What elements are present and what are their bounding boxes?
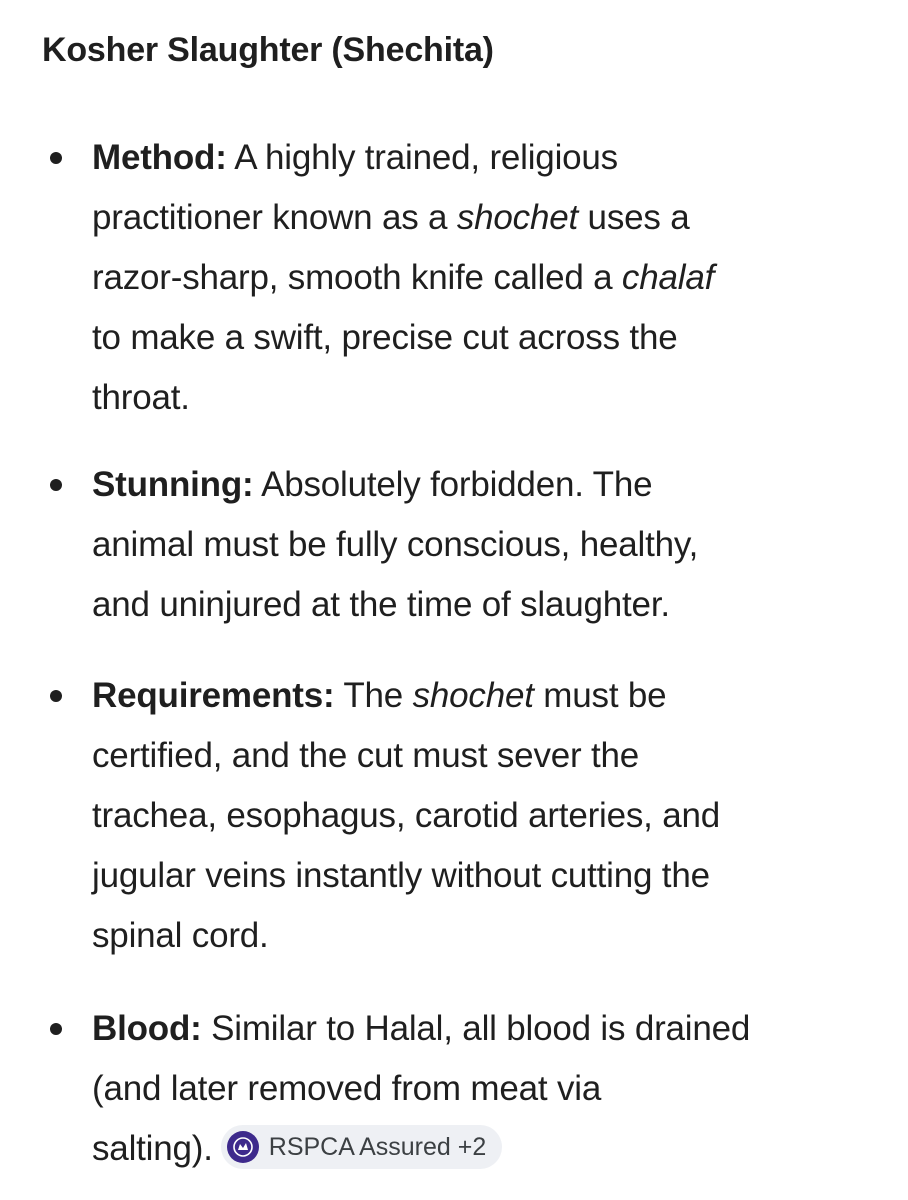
text-line: jugular veins instantly without cutting the bbox=[92, 856, 710, 895]
text-line: and uninjured at the time of slaughter. bbox=[92, 585, 670, 624]
text-line: throat. bbox=[92, 378, 190, 417]
text-line: Stunning: Absolutely forbidden. The bbox=[92, 465, 653, 504]
item-label: Stunning: bbox=[92, 465, 254, 504]
item-label: Method: bbox=[92, 138, 227, 177]
italic-term: shochet bbox=[412, 676, 534, 715]
text-line: certified, and the cut must sever the bbox=[92, 736, 640, 775]
bullet-dot bbox=[50, 690, 62, 702]
item-text bbox=[92, 666, 882, 966]
text-line: Blood: Similar to Halal, all blood is drained bbox=[92, 1009, 751, 1048]
source-chip[interactable] bbox=[221, 1125, 502, 1169]
italic-term: chalaf bbox=[621, 258, 715, 297]
italic-term: shochet bbox=[456, 198, 579, 237]
text-line: (and later removed from meat via bbox=[92, 1069, 602, 1108]
text-line: spinal cord. bbox=[92, 916, 269, 955]
section-heading: Kosher Slaughter (Shechita) bbox=[42, 31, 494, 69]
text-line: practitioner known as a shochet uses a bbox=[92, 198, 690, 237]
item-text bbox=[92, 999, 882, 1179]
bullet-dot bbox=[50, 152, 62, 164]
text-line: Requirements: The shochet must be bbox=[92, 676, 667, 715]
text-line: Method: A highly trained, religious bbox=[92, 138, 618, 177]
bullet-dot bbox=[50, 479, 62, 491]
text-line: trachea, esophagus, carotid arteries, and bbox=[92, 796, 721, 835]
text-line: razor-sharp, smooth knife called a chalaf bbox=[92, 258, 715, 297]
text-line: animal must be fully conscious, healthy, bbox=[92, 525, 699, 564]
text-line: salting). RSPCA Assured +2 bbox=[92, 1119, 882, 1179]
item-text bbox=[92, 128, 882, 428]
item-label: Requirements: bbox=[92, 676, 335, 715]
text-line: to make a swift, precise cut across the bbox=[92, 318, 678, 357]
source-chip-label: RSPCA Assured +2 bbox=[268, 1132, 487, 1161]
item-text bbox=[92, 455, 882, 635]
bullet-dot bbox=[50, 1023, 62, 1035]
item-label: Blood: bbox=[92, 1009, 202, 1048]
rspca-logo-icon bbox=[227, 1131, 259, 1163]
